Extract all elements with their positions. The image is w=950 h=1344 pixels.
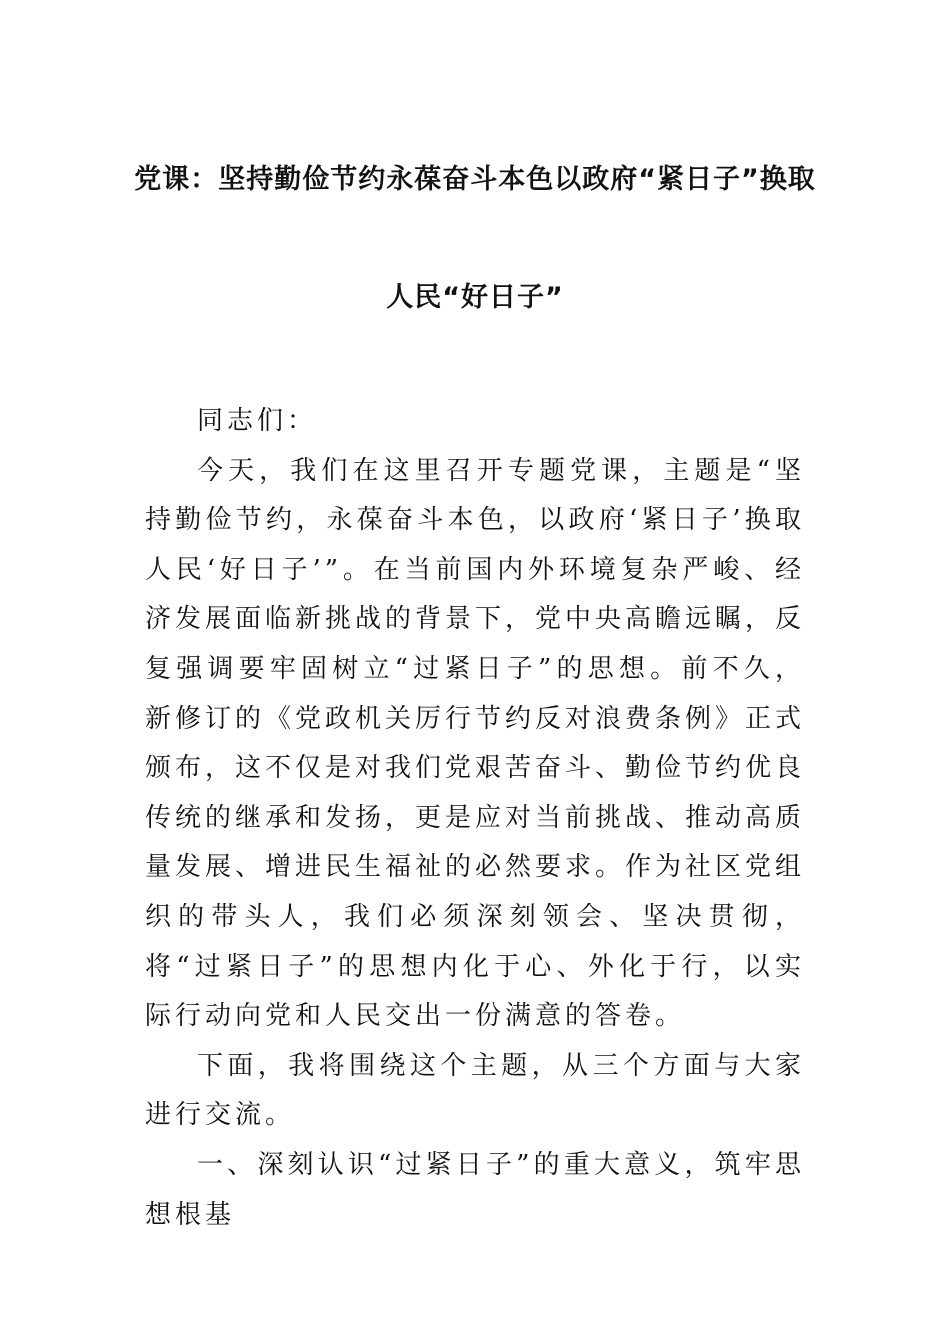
document-body xyxy=(145,397,805,1240)
document-title-line-1: 党课：坚持勤俭节约永葆奋斗本色以政府“紧日子”换取 xyxy=(134,164,816,195)
salutation: 同志们： xyxy=(197,406,318,436)
section-heading-1: 一、深刻认识“过紧日子”的重大意义，筑牢思想根基 xyxy=(145,1149,805,1230)
body-paragraph-intro: 今天，我们在这里召开专题党课，主题是“坚持勤俭节约，永葆奋斗本色，以政府‘紧日子’换取人民‘好日子’”。在当前国内外环境复杂严峻、经济发展面临新挑战的背景下，党中央高瞻远瞩，反复强调要牢固树立“过紧日子”的思想。前不久，新修订的《党政机关厉行节约反对浪费条例》正式颁布，这不仅是对我们党艰苦奋斗、勤俭节约优良传统的继承和发扬，更是应对当前挑战、推动高质量发展、增进民生福祉的必然要求。作为社区党组织的带头人，我们必须深刻领会、坚决贯彻，将“过紧日子”的思想内化于心、外化于行，以实际行动向党和人民交出一份满意的答卷。 xyxy=(145,455,806,1032)
document-title-line-2: 人民“好日子” xyxy=(386,282,564,313)
body-paragraph-outline: 下面，我将围绕这个主题，从三个方面与大家进行交流。 xyxy=(145,1050,805,1131)
